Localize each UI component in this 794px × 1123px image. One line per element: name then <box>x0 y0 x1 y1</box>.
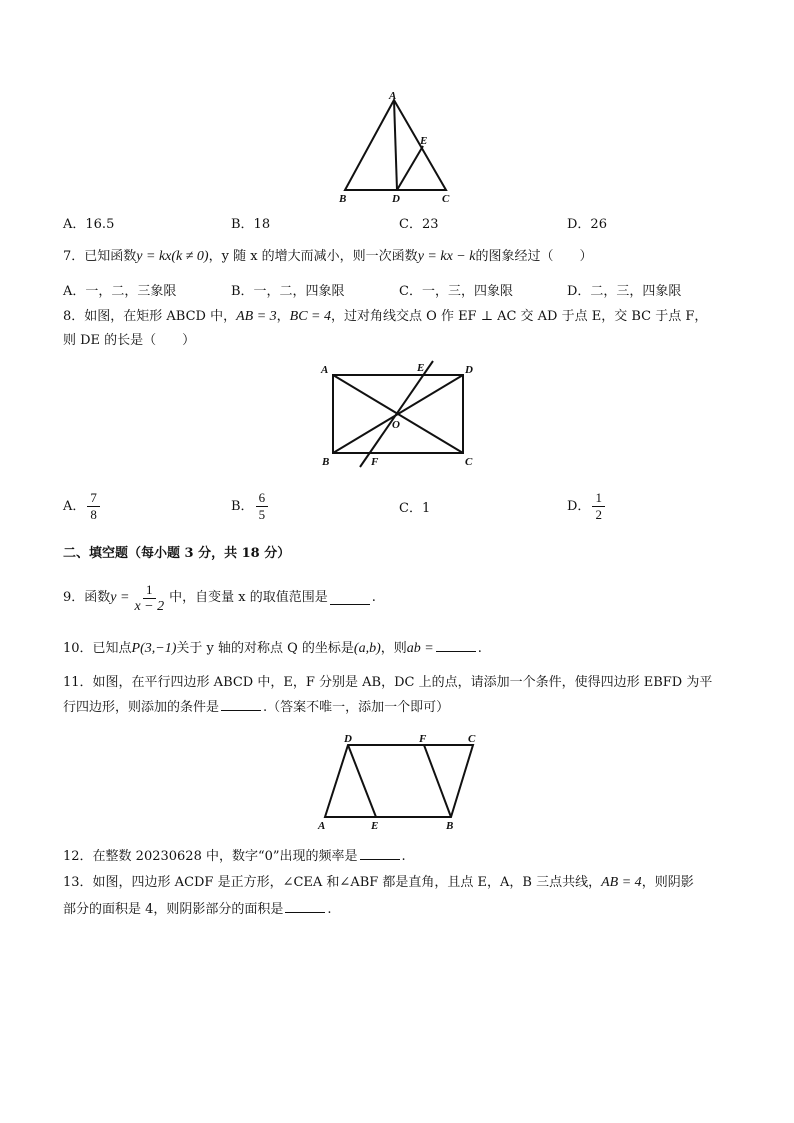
q10-coord: (a,b) <box>353 641 381 656</box>
q9-y: y = <box>110 590 130 605</box>
denominator: 2 <box>595 507 602 522</box>
q8-sep: ， <box>276 309 290 324</box>
q13-answer-blank[interactable] <box>285 900 325 913</box>
numerator: 6 <box>256 490 269 507</box>
q13-text-a: 13．如图，四边形 ACDF 是正方形，∠CEA 和∠ABF 都是直角，且点 E，A，B 三点共线， <box>63 875 602 890</box>
q6-option-c: C．23 <box>399 217 439 232</box>
q13-stem-line2 <box>63 900 332 919</box>
denominator: x − 2 <box>134 598 165 614</box>
label-B: B <box>446 820 454 832</box>
segment-de <box>348 745 376 817</box>
q10-mid: 关于 y 轴的对称点 Q 的坐标是 <box>176 641 354 656</box>
label-A: A <box>321 364 329 376</box>
q9-stem <box>63 578 376 618</box>
q10-expr: ab = <box>406 641 434 656</box>
q9-answer-blank[interactable] <box>330 592 370 605</box>
q13-ab: AB = 4 <box>601 875 642 890</box>
segment-fb <box>424 745 451 817</box>
label-F: F <box>371 456 379 468</box>
q13-text-b: ，则阴影 <box>641 875 694 890</box>
q7-func2: y = kx − k <box>417 249 476 264</box>
label-C: C <box>465 456 473 468</box>
q8-option-b <box>231 490 270 523</box>
denominator: 8 <box>90 507 97 522</box>
numerator: 7 <box>87 490 100 507</box>
q7-option-c: C．一，三，四象限 <box>399 284 513 299</box>
q10-suffix: ，则 <box>380 641 407 656</box>
q11-answer-blank[interactable] <box>221 698 261 711</box>
q8-option-b-fraction <box>256 490 269 523</box>
parallelogram-abcd <box>325 745 473 817</box>
q6-option-b: B．18 <box>231 217 271 232</box>
numerator: 1 <box>592 490 605 507</box>
segment-ad <box>394 100 397 190</box>
label-O: O <box>392 419 400 431</box>
q8-option-c-label: C． <box>399 501 422 516</box>
q11-stem-line1: 11．如图，在平行四边形 ABCD 中，E，F 分别是 AB，DC 上的点，请添加一个条件，使得四边形 EBFD 为平 <box>63 675 713 690</box>
q7-stem <box>63 248 592 266</box>
q8-text-a: 8．如图，在矩形 ABCD 中， <box>63 309 237 324</box>
q9-end: . <box>371 590 376 605</box>
q8-option-a-fraction <box>87 490 100 523</box>
q7-cond: (k ≠ 0) <box>171 249 209 264</box>
q11-text-a: 行四边形，则添加的条件是 <box>63 700 220 715</box>
label-F: F <box>419 733 427 745</box>
q7-func: y = kx <box>136 249 172 264</box>
label-B: B <box>339 193 347 205</box>
q13-stem-line1 <box>63 874 694 892</box>
q8-option-a-label: A． <box>63 499 86 514</box>
q10-end: . <box>477 641 482 656</box>
q10-stem <box>63 639 482 658</box>
q7-prefix: 7．已知函数 <box>63 249 137 264</box>
q8-option-d <box>567 490 607 523</box>
q7-option-b: B．一，二，四象限 <box>231 284 345 299</box>
q12-text: 12．在整数 20230628 中，数字“0”出现的频率是 <box>63 849 358 864</box>
q8-option-c <box>399 500 430 518</box>
q13-text-c: 部分的面积是 4，则阴影部分的面积是 <box>63 902 284 917</box>
q8-bc: BC = 4 <box>289 309 332 324</box>
label-A: A <box>389 90 397 102</box>
q8-stem-line2: 则 DE 的长是（ ） <box>63 333 196 348</box>
q8-option-d-label: D． <box>567 499 591 514</box>
q6-option-d: D．26 <box>567 217 607 232</box>
label-B: B <box>322 456 330 468</box>
label-A: A <box>318 820 326 832</box>
label-D: D <box>344 733 352 745</box>
q12-end: . <box>401 849 406 864</box>
segment-de <box>397 146 423 190</box>
q10-answer-blank[interactable] <box>436 639 476 652</box>
q8-option-c-value: 1 <box>421 501 431 516</box>
q12-stem <box>63 847 406 866</box>
q11-stem-line2 <box>63 698 449 717</box>
q7-option-a: A．一，二，三象限 <box>63 284 177 299</box>
q11-text-b: .（答案不唯一，添加一个即可） <box>263 700 450 715</box>
q8-text-b: ，过对角线交点 O 作 EF ⊥ AC 交 AD 于点 E，交 BC 于点 F， <box>331 309 708 324</box>
segment-ef <box>360 361 433 467</box>
label-E: E <box>420 135 428 147</box>
denominator: 5 <box>258 507 266 522</box>
q8-option-b-label: B． <box>231 499 254 514</box>
label-C: C <box>468 733 476 745</box>
q9-fraction <box>131 582 167 615</box>
q8-stem-line1 <box>63 308 707 326</box>
q8-option-a <box>63 490 102 523</box>
q8-option-d-fraction <box>592 490 605 523</box>
label-E: E <box>417 362 425 374</box>
q6-option-a: A．16.5 <box>63 217 115 232</box>
q10-point: P(3,−1) <box>131 641 177 656</box>
section-2-heading: 二、填空题（每小题 3 分，共 18 分） <box>63 546 291 561</box>
label-C: C <box>442 193 450 205</box>
q8-ab: AB = 3 <box>236 309 277 324</box>
q12-answer-blank[interactable] <box>360 847 400 860</box>
q7-option-d: D．二，三，四象限 <box>567 284 682 299</box>
numerator: 1 <box>143 582 156 599</box>
label-D: D <box>392 193 400 205</box>
q7-mid: ，y 随 x 的增大而减小，则一次函数 <box>208 249 418 264</box>
label-E: E <box>371 820 379 832</box>
q9-suffix: 中，自变量 x 的取值范围是 <box>169 590 328 605</box>
q13-end: . <box>327 902 332 917</box>
q7-suffix: 的图象经过（ ） <box>475 249 593 264</box>
label-D: D <box>465 364 473 376</box>
q9-prefix: 9．函数 <box>63 590 111 605</box>
q10-prefix: 10．已知点 <box>63 641 132 656</box>
